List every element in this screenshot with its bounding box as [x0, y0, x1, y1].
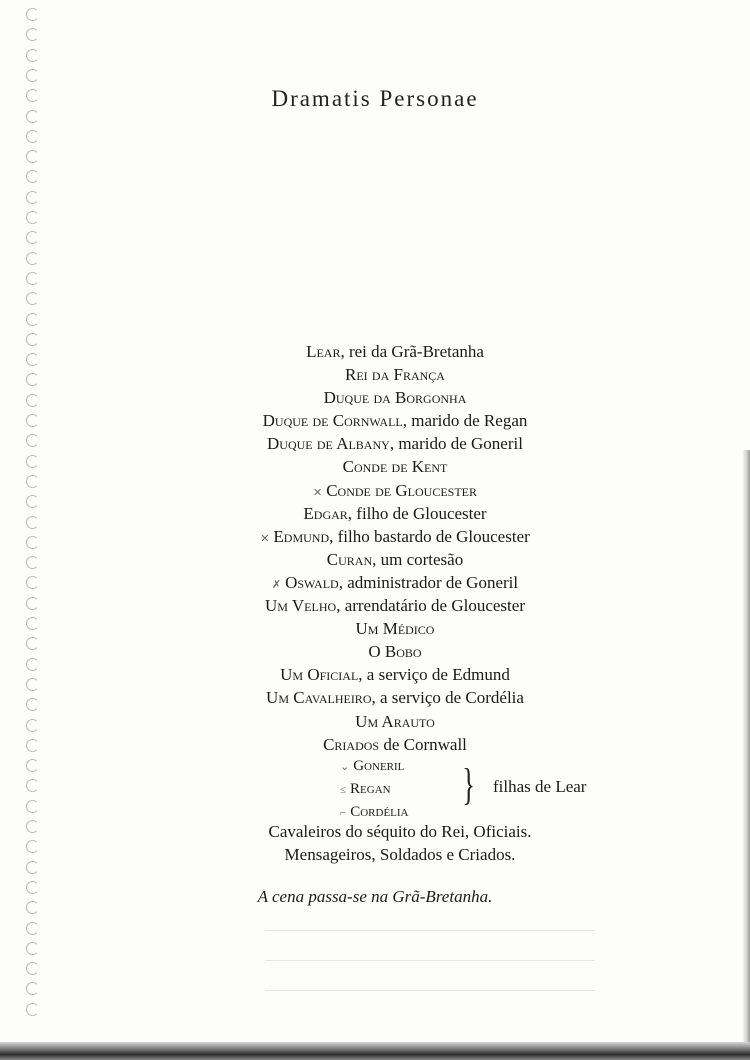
character-name: Duque da Borgonha [323, 388, 467, 408]
binding-hole-icon [26, 211, 39, 224]
character-name: Criados [323, 734, 380, 754]
daughters-names [340, 755, 450, 824]
binding-hole-icon [26, 313, 39, 326]
character-list [0, 340, 750, 756]
character-desc: , arrendatário de Gloucester [336, 596, 525, 616]
daughter-row [340, 755, 450, 778]
scan-border [0, 1042, 750, 1060]
character-name: Duque de Albany [267, 434, 390, 454]
character-desc: , a serviço de Cordélia [371, 688, 524, 708]
character-name: Conde de Gloucester [326, 480, 477, 500]
binding-hole-icon [26, 8, 39, 21]
closing-line: Mensageiros, Soldados e Criados. [284, 845, 516, 865]
binding-hole-icon [26, 130, 39, 143]
binding-hole-icon [26, 272, 39, 285]
binding-hole-icon [26, 942, 39, 955]
character-row [0, 640, 750, 663]
character-row [0, 363, 750, 386]
binding-hole-icon [26, 292, 39, 305]
character-name: Edgar [303, 503, 348, 523]
character-row [0, 548, 750, 571]
character-row [0, 340, 750, 363]
page-title: Dramatis Personae [271, 86, 479, 111]
character-row [0, 479, 750, 502]
character-name: O Bobo [368, 642, 422, 662]
closing-lines [0, 820, 750, 866]
character-row [0, 733, 750, 756]
pencil-mark-icon: ✗ [271, 578, 282, 591]
character-row [0, 686, 750, 709]
bleed-through-line [265, 960, 595, 961]
pencil-mark-icon: ⌐ [340, 807, 347, 820]
bleed-through-line [265, 930, 595, 931]
right-brace-icon: } [462, 760, 475, 809]
binding-hole-icon [26, 191, 39, 204]
pencil-mark-icon: ≤ [340, 784, 347, 797]
daughters-note: filhas de Lear [493, 777, 587, 796]
character-desc: , rei da Grã-Bretanha [340, 342, 484, 361]
binding-hole-icon [26, 922, 39, 935]
character-row [0, 432, 750, 455]
character-name: Edmund [273, 526, 330, 546]
character-row [0, 525, 750, 548]
character-row [0, 409, 750, 432]
binding-hole-icon [26, 170, 39, 183]
character-desc: , marido de Goneril [389, 434, 523, 454]
binding-hole-icon [26, 150, 39, 163]
character-desc: , a serviço de Edmund [358, 665, 510, 685]
character-desc: , um cortesão [372, 549, 464, 569]
pencil-mark-icon: ⌄ [340, 761, 350, 773]
closing-line: Cavaleiros do séquito do Rei, Oficiais. [268, 822, 532, 841]
binding-hole-icon [26, 1003, 39, 1016]
character-row [0, 502, 750, 525]
character-name: Um Cavalheiro [266, 688, 372, 708]
binding-hole-icon [26, 252, 39, 265]
character-name: Rei da França [345, 365, 445, 385]
binding-hole-icon [26, 49, 39, 62]
daughter-row [340, 778, 450, 801]
character-desc: , marido de Regan [402, 411, 528, 431]
character-row [0, 663, 750, 686]
character-name: Conde de Kent [342, 457, 448, 477]
scene-note: A cena passa-se na Grã-Bretanha. [257, 887, 493, 906]
character-name: Duque de Cornwall [262, 411, 403, 431]
binding-hole-icon [26, 962, 39, 975]
character-row [0, 617, 750, 640]
character-row [0, 571, 750, 594]
daughter-name: Cordélia [350, 804, 409, 821]
character-row [0, 594, 750, 617]
character-desc: de Cornwall [379, 734, 467, 754]
daughter-name: Regan [350, 781, 391, 798]
daughter-name: Goneril [353, 758, 405, 774]
character-desc: , filho de Gloucester [347, 503, 487, 523]
character-name: Um Arauto [355, 711, 435, 731]
character-name: Lear [306, 342, 341, 361]
character-row [0, 710, 750, 733]
binding-hole-icon [26, 231, 39, 244]
binding-hole-icon [26, 28, 39, 41]
character-name: Um Médico [355, 619, 435, 639]
bleed-through-line [265, 990, 595, 991]
pencil-mark-icon: ✕ [313, 486, 323, 499]
pencil-mark-icon: ✕ [260, 532, 270, 545]
character-row [0, 386, 750, 409]
character-name: Um Velho [265, 596, 337, 616]
character-desc: , filho bastardo de Gloucester [329, 526, 530, 546]
character-row [0, 455, 750, 478]
daughters-group [0, 755, 750, 825]
character-name: Um Oficial [280, 665, 359, 685]
binding-hole-icon [26, 982, 39, 995]
binding-hole-icon [26, 69, 39, 82]
character-desc: , administrador de Goneril [338, 572, 519, 592]
character-name: Curan [326, 549, 373, 569]
character-name: Oswald [285, 572, 339, 592]
